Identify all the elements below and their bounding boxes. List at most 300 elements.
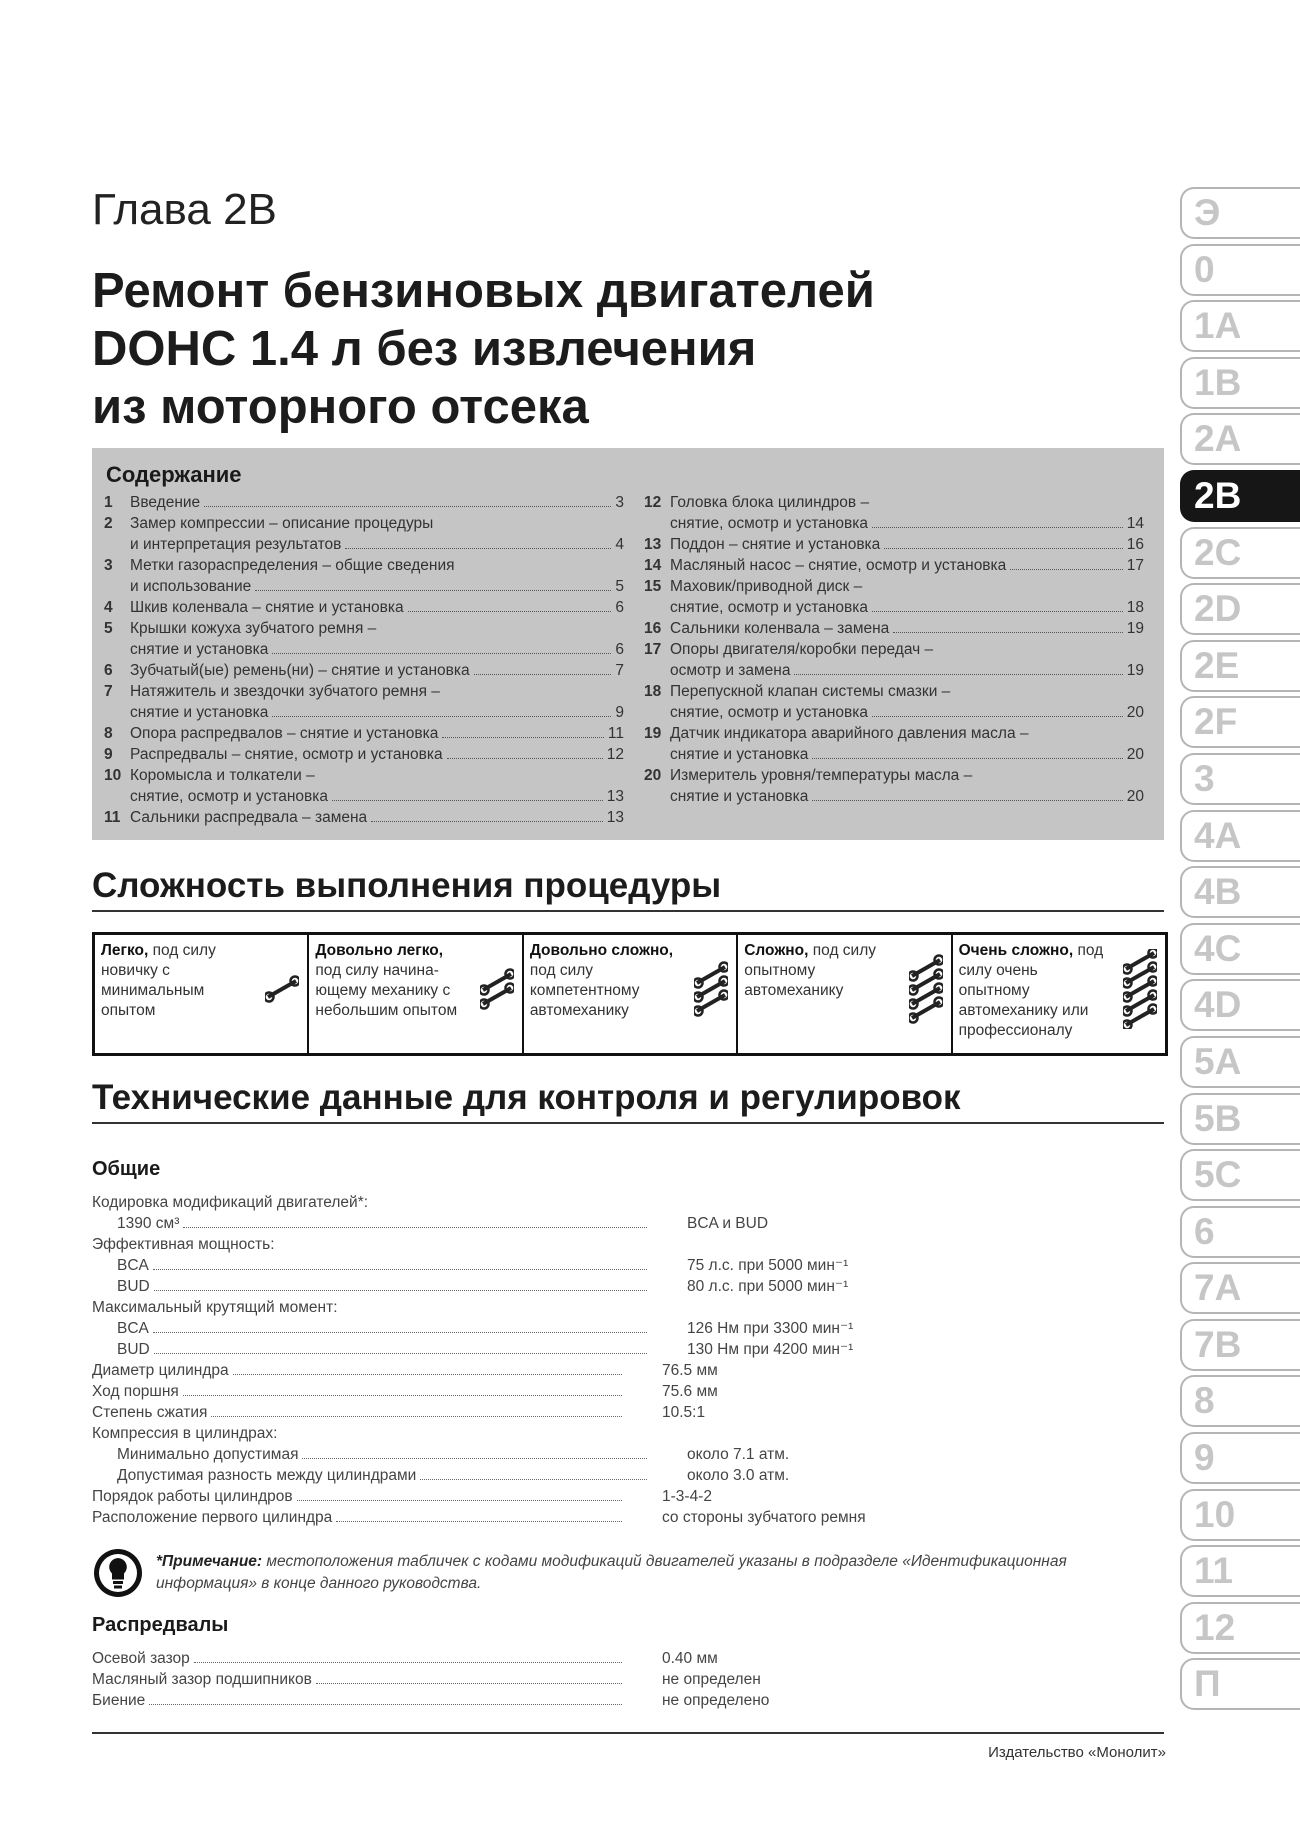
contents-entry-line [130,576,624,597]
spec-row [92,1486,1092,1507]
spec-label-text: Порядок работы цилиндров [92,1488,293,1505]
page-title [92,262,1132,436]
contents-entry[interactable] [644,534,1144,555]
contents-entry-body [130,597,624,618]
contents-entry-line [130,513,624,534]
contents-entry-number: 10 [104,767,122,784]
spec-label [92,1213,647,1234]
contents-entry-text: Сальники коленвала – замена [670,620,890,637]
chapter-tabs [1180,187,1300,1715]
difficulty-heading: Сложность выполнения процедуры [92,866,1164,912]
difficulty-title: Легко, [101,942,149,959]
dot-leader [345,548,611,549]
spec-value: 75 л.с. при 5000 мин⁻¹ [687,1257,849,1274]
spec-label-text: 1390 см³ [117,1215,180,1232]
spec-row [92,1381,1092,1402]
difficulty-title: Сложно, [744,942,809,959]
dot-leader [371,821,603,822]
contents-entry-body [670,639,1144,681]
contents-entry[interactable] [644,618,1144,639]
contents-column-right [644,492,1144,807]
spec-value: 0.40 мм [662,1650,718,1667]
dot-leader [408,611,612,612]
chapter-tab[interactable]: 8 [1180,1375,1300,1427]
contents-entry-text: Метки газораспределения – общие сведения [130,557,455,574]
dot-leader [149,1704,622,1705]
contents-entry-text: снятие, осмотр и установка [670,515,869,532]
contents-entry-page: 18 [1126,599,1144,616]
contents-entry-text: Натяжитель и звездочки зубчатого ремня – [130,683,440,700]
spec-label [92,1255,647,1276]
contents-entry[interactable] [644,576,1144,618]
contents-entry-page: 6 [615,641,624,658]
spec-row [92,1192,1092,1213]
spec-row [92,1360,1092,1381]
contents-entry[interactable] [644,639,1144,681]
dot-leader [447,758,603,759]
chapter-tab[interactable]: 1B [1180,357,1300,409]
publisher-footer: Издательство «Монолит» [988,1744,1166,1761]
contents-entry-text: Коромысла и толкатели – [130,767,315,784]
spec-label [92,1423,622,1444]
contents-entry-number: 14 [644,557,662,574]
contents-entry[interactable] [104,765,624,807]
chapter-tab[interactable]: 12 [1180,1602,1300,1654]
chapter-tab[interactable]: П [1180,1658,1300,1710]
dot-leader [872,611,1123,612]
contents-entry-text: Масляный насос – снятие, осмотр и установка [670,557,1007,574]
spec-label-text: Масляный зазор подшипников [92,1671,312,1688]
contents-entry-text: снятие и установка [670,788,809,805]
contents-entry-body [130,744,624,765]
chapter-tab[interactable]: 1A [1180,300,1300,352]
spec-row [92,1669,1092,1690]
chapter-tab[interactable]: 2E [1180,640,1300,692]
spec-row [92,1318,1092,1339]
contents-entry-line [670,492,1144,513]
spec-value: 1-3-4-2 [662,1488,712,1505]
contents-entry-page: 7 [615,662,624,679]
spec-label [92,1192,622,1213]
contents-entry-number: 16 [644,620,662,637]
chapter-tab[interactable]: 7A [1180,1262,1300,1314]
contents-entry-page: 11 [607,725,624,742]
contents-entry-line [130,618,624,639]
spec-label [92,1465,647,1486]
chapter-tab[interactable]: 2C [1180,527,1300,579]
spec-label [92,1444,647,1465]
note-body: местоположения табличек с кодами модификаций двигателей указаны в подразделе «Идентификационная информация» в конце данного руководства. [156,1553,1067,1592]
contents-entry-text: Измеритель уровня/температуры масла – [670,767,973,784]
difficulty-description [315,941,460,1021]
spec-value [622,1423,662,1444]
spec-label-text: Максимальный крутящий момент: [92,1299,338,1316]
dot-leader [194,1662,622,1663]
contents-entry-number: 2 [104,515,113,532]
contents-entry-body [670,576,1144,618]
contents-entry-number: 15 [644,578,662,595]
chapter-tab[interactable]: 2F [1180,696,1300,748]
contents-entry-line [670,786,1144,807]
contents-entry-body [130,555,624,597]
contents-entry-text: снятие и установка [670,746,809,763]
contents-entry-text: Опоры двигателя/коробки передач – [670,641,934,658]
spec-row [92,1297,1092,1318]
dot-leader [154,1353,647,1354]
contents-entry-line [670,639,1144,660]
contents-entry-line [670,660,1144,681]
dot-leader [272,653,611,654]
difficulty-description [959,941,1104,1041]
contents-entry-page: 12 [606,746,624,763]
spec-value: около 7.1 атм. [687,1446,790,1463]
contents-entry-line [130,639,624,660]
spec-label [92,1339,647,1360]
contents-entry-number: 12 [644,494,662,511]
spec-label [92,1690,622,1711]
general-subheading: Общие [92,1158,161,1180]
spec-label-text: Ход поршня [92,1383,179,1400]
title-line: DOHC 1.4 л без извлечения [92,322,757,376]
dot-leader [302,1458,647,1459]
chapter-tab[interactable]: 4D [1180,979,1300,1031]
contents-entry-line [670,534,1144,555]
contents-entry-number: 11 [104,809,121,826]
wrench-rating-icon [909,949,943,1029]
contents-entry-page: 13 [606,788,624,805]
contents-entry-body [670,555,1144,576]
contents-entry-number: 17 [644,641,662,658]
contents-entry-line [130,765,624,786]
contents-entry-text: и использование [130,578,252,595]
spec-label [92,1486,622,1507]
contents-entry[interactable] [104,492,624,513]
spec-row [92,1690,1092,1711]
contents-entry-body [130,513,624,555]
difficulty-level [95,935,307,1053]
contents-entry-body [130,807,624,828]
chapter-tab[interactable]: 4C [1180,923,1300,975]
contents-entry-line [130,660,624,681]
contents-entry-text: Датчик индикатора аварийного давления масла – [670,725,1029,742]
contents-entry-body [670,618,1144,639]
contents-entry-page: 20 [1126,704,1144,721]
chapter-tab[interactable]: 7B [1180,1319,1300,1371]
contents-entry-text: Опора распредвалов – снятие и установка [130,725,439,742]
spec-value [622,1297,662,1318]
chapter-tab[interactable]: 2A [1180,413,1300,465]
lightbulb-icon [92,1547,144,1599]
contents-heading: Содержание [106,462,242,487]
contents-entry[interactable] [104,555,624,597]
spec-label-text: Биение [92,1692,146,1709]
dot-leader [233,1374,622,1375]
spec-label-text: BCA [117,1320,149,1337]
spec-label [92,1234,622,1255]
spec-label-text: Минимально допустимая [117,1446,299,1463]
spec-label-text: Осевой зазор [92,1650,190,1667]
chapter-tab[interactable]: 3 [1180,753,1300,805]
dot-leader [153,1332,647,1333]
spec-label [92,1381,622,1402]
contents-entry-text: Маховик/приводной диск – [670,578,863,595]
spec-row [92,1255,1092,1276]
contents-entry-page: 13 [606,809,624,826]
spec-label-text: BUD [117,1278,150,1295]
contents-entry-number: 6 [104,662,113,679]
spec-row [92,1444,1092,1465]
difficulty-description [530,941,675,1021]
spec-label [92,1297,622,1318]
contents-entry-text: Головка блока цилиндров – [670,494,870,511]
spec-value: 130 Нм при 4200 мин⁻¹ [687,1341,854,1358]
spec-value: 80 л.с. при 5000 мин⁻¹ [687,1278,849,1295]
difficulty-text: под силу опытному автомеханику [744,942,876,999]
chapter-tab[interactable]: 6 [1180,1206,1300,1258]
spec-label-text: Кодировка модификаций двигателей*: [92,1194,369,1211]
contents-entry-text: Сальники распредвала – замена [130,809,368,826]
dot-leader [272,716,611,717]
contents-entry[interactable] [104,618,624,660]
contents-entry-line [670,576,1144,597]
difficulty-title: Довольно сложно, [529,942,674,959]
contents-entry-page: 20 [1126,746,1144,763]
contents-entry-page: 9 [615,704,624,721]
title-line: из моторного отсека [92,380,589,434]
contents-entry-number: 3 [104,557,113,574]
chapter-tab[interactable]: 11 [1180,1545,1300,1597]
chapter-tab[interactable]: 0 [1180,244,1300,296]
contents-entry-text: снятие, осмотр и установка [670,599,869,616]
spec-value: 10.5:1 [662,1404,706,1421]
contents-entry-line [670,618,1144,639]
contents-entry-line [130,597,624,618]
dot-leader [872,716,1123,717]
contents-entry-page: 4 [615,536,624,553]
spec-value [622,1192,662,1213]
contents-entry-page: 3 [615,494,624,511]
contents-column-left [104,492,624,828]
chapter-tab[interactable]: 4B [1180,866,1300,918]
contents-entry-line [130,534,624,555]
spec-row [92,1276,1092,1297]
dot-leader [332,800,603,801]
contents-entry-body [670,681,1144,723]
contents-entry-page: 16 [1126,536,1144,553]
contents-entry-text: снятие, осмотр и установка [130,788,329,805]
chapter-tab[interactable]: Э [1180,187,1300,239]
contents-entry-line [130,492,624,513]
wrench-icon [265,977,299,1002]
contents-entry-line [670,702,1144,723]
difficulty-level [522,935,736,1053]
spec-label-text: Степень сжатия [92,1404,208,1421]
contents-entry[interactable] [104,513,624,555]
difficulty-description [744,941,889,1001]
dot-leader [893,632,1122,633]
difficulty-text: под силу компетентному автомеханику [529,962,640,1019]
difficulty-text: под силу начина-ющему механику с небольшим опытом [315,962,458,1019]
spec-label-text: Диаметр цилиндра [92,1362,229,1379]
spec-row [92,1339,1092,1360]
chapter-label: Глава 2B [92,185,277,234]
dot-leader [183,1395,622,1396]
contents-entry-text: Распредвалы – снятие, осмотр и установка [130,746,443,763]
dot-leader [336,1521,622,1522]
spec-label [92,1276,647,1297]
contents-entry-line [130,702,624,723]
difficulty-table [92,932,1168,1056]
contents-entry[interactable] [104,723,624,744]
contents-entry-body [130,618,624,660]
contents-entry-number: 18 [644,683,662,700]
contents-entry-number: 9 [104,746,113,763]
contents-entry[interactable] [644,492,1144,534]
contents-entry[interactable] [104,597,624,618]
spec-value [622,1234,662,1255]
dot-leader [153,1269,647,1270]
spec-value: 75.6 мм [662,1383,718,1400]
contents-entry-page: 14 [1126,515,1144,532]
chapter-tab[interactable]: 2D [1180,583,1300,635]
contents-entry-text: Зубчатый(ые) ремень(ни) – снятие и установка [130,662,470,679]
dot-leader [420,1479,647,1480]
dot-leader [316,1683,622,1684]
contents-entry-text: снятие и установка [130,641,269,658]
chapter-tab[interactable]: 4A [1180,810,1300,862]
camshaft-subheading: Распредвалы [92,1614,229,1636]
spec-label [92,1360,622,1381]
contents-entry[interactable] [644,681,1144,723]
contents-entry-text: Поддон – снятие и установка [670,536,881,553]
contents-entry-body [670,492,1144,534]
contents-entry-line [670,723,1144,744]
wrench-rating-icon [1123,949,1157,1029]
spec-value: 126 Нм при 3300 мин⁻¹ [687,1320,854,1337]
spec-value: со стороны зубчатого ремня [662,1509,866,1526]
contents-entry-line [670,681,1144,702]
chapter-tab[interactable]: 2B [1180,470,1300,522]
wrench-rating-icon [694,949,728,1029]
contents-entry[interactable] [104,681,624,723]
contents-entry-page: 19 [1126,620,1144,637]
contents-entry[interactable] [104,660,624,681]
contents-entry-text: Введение [130,494,201,511]
contents-entry-number: 20 [644,767,662,784]
contents-entry-line [130,555,624,576]
dot-leader [442,737,604,738]
contents-entry-number: 5 [104,620,113,637]
dot-leader [812,758,1122,759]
spec-row [92,1423,1092,1444]
contents-entry-line [670,597,1144,618]
chapter-tab[interactable]: 10 [1180,1489,1300,1541]
spec-value: не определен [662,1671,761,1688]
wrench-rating-icon [480,949,514,1029]
note [92,1545,1164,1601]
chapter-tab[interactable]: 5C [1180,1149,1300,1201]
contents-entry-text: снятие и установка [130,704,269,721]
contents-entry-text: Замер компрессии – описание процедуры [130,515,434,532]
contents-entry-text: снятие, осмотр и установка [670,704,869,721]
contents-entry[interactable] [644,765,1144,807]
dot-leader [211,1416,622,1417]
contents-entry[interactable] [104,744,624,765]
contents-entry-body [670,534,1144,555]
spec-label-text: BUD [117,1341,150,1358]
contents-entry-text: Шкив коленвала – снятие и установка [130,599,404,616]
spec-row [92,1465,1092,1486]
spec-value: BCA и BUD [687,1215,769,1232]
dot-leader [154,1290,647,1291]
contents-entry-body [130,660,624,681]
contents-entry[interactable] [644,723,1144,765]
spec-label-text: Расположение первого цилиндра [92,1509,333,1526]
difficulty-text: под силу очень опытному автомеханику или профессионалу [958,942,1104,1039]
general-specs [92,1192,1092,1528]
contents-entry-line [130,681,624,702]
footer-divider [92,1732,1164,1734]
contents-entry-line [670,555,1144,576]
spec-value: около 3.0 атм. [687,1467,790,1484]
spec-row [92,1507,1092,1528]
contents-entry-number: 19 [644,725,662,742]
chapter-tab[interactable]: 5B [1180,1093,1300,1145]
contents-entry-page: 5 [615,578,624,595]
contents-entry-body [670,723,1144,765]
contents-entry-line [130,807,624,828]
contents-entry-body [130,681,624,723]
tech-data-heading: Технические данные для контроля и регулировок [92,1078,1164,1124]
contents-entry-line [670,513,1144,534]
note-text [156,1551,1161,1595]
contents-entry-text: и интерпретация результатов [130,536,342,553]
wrench-rating-icon [265,949,299,1029]
spec-label [92,1648,622,1669]
spec-label-text: BCA [117,1257,149,1274]
dot-leader [884,548,1122,549]
contents-entry-line [130,723,624,744]
contents-entry-number: 7 [104,683,113,700]
contents-entry-line [130,786,624,807]
spec-label [92,1318,647,1339]
contents-entry-page: 6 [615,599,624,616]
spec-row [92,1213,1092,1234]
contents-entry-page: 17 [1126,557,1144,574]
dot-leader [794,674,1122,675]
contents-entry-body [130,723,624,744]
contents-entry-page: 20 [1126,788,1144,805]
difficulty-description [101,941,246,1021]
spec-label-text: Эффективная мощность: [92,1236,275,1253]
spec-row [92,1234,1092,1255]
spec-row [92,1402,1092,1423]
contents-entry[interactable] [644,555,1144,576]
difficulty-title: Довольно легко, [315,942,444,959]
contents-entry-number: 8 [104,725,113,742]
contents-box [92,448,1164,840]
contents-entry-line [670,744,1144,765]
contents-entry-body [130,765,624,807]
chapter-tab[interactable]: 9 [1180,1432,1300,1484]
contents-entry-number: 13 [644,536,662,553]
spec-label-text: Компрессия в цилиндрах: [92,1425,278,1442]
contents-entry-number: 4 [104,599,113,616]
contents-entry[interactable] [104,807,624,828]
chapter-tab[interactable]: 5A [1180,1036,1300,1088]
difficulty-title: Очень сложно, [958,942,1074,959]
spec-value: не определено [662,1692,770,1709]
